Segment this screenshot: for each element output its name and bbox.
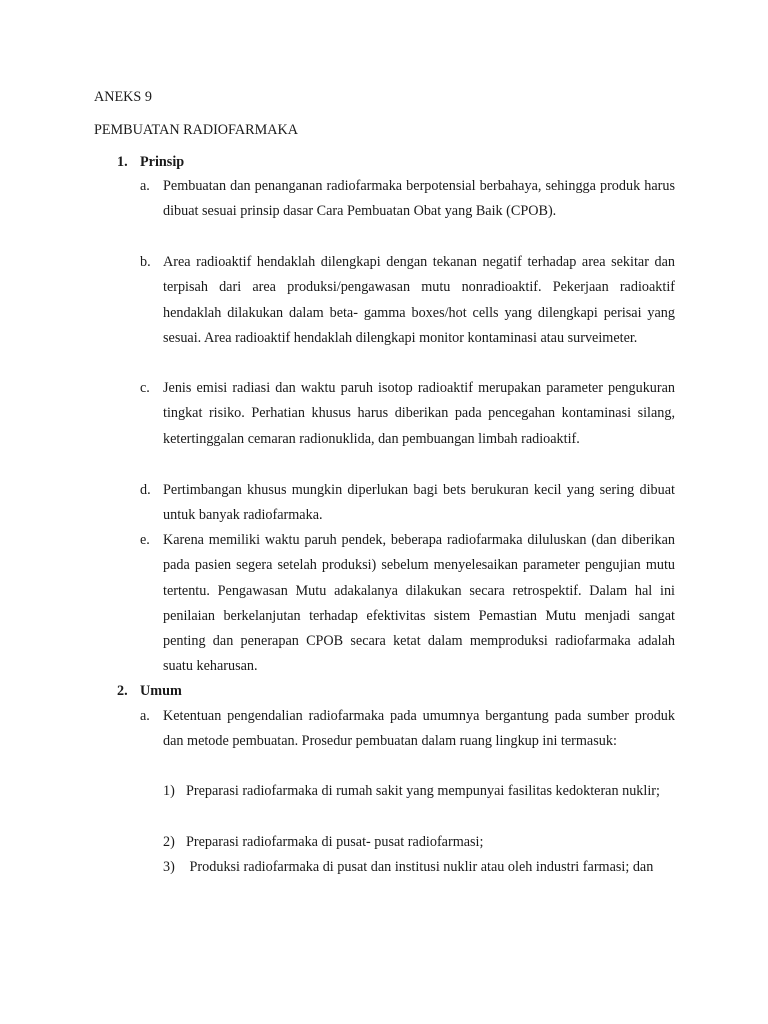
section-2-heading: Umum: [140, 683, 182, 699]
document-title: PEMBUATAN RADIOFARMAKA: [94, 122, 298, 138]
section-1-heading: Prinsip: [140, 154, 185, 170]
item-1e-marker: e.: [140, 532, 150, 548]
section-2-number: 2.: [117, 683, 128, 699]
item-1c-marker: c.: [140, 380, 150, 396]
subitem-2-text: Preparasi radiofarmaka di pusat- pusat radiofarmasi;: [186, 834, 484, 850]
subitem-1-text: Preparasi radiofarmaka di rumah sakit yang mempunyai fasilitas kedokteran nuklir;: [186, 783, 660, 799]
subitem-2-marker: 2): [163, 834, 175, 850]
subitem-1-marker: 1): [163, 783, 175, 799]
item-1c-text: Jenis emisi radiasi dan waktu paruh isotop radioaktif merupakan parameter pengukuran tingkat risiko. Perhatian khusus harus diberikan pada pencegahan kontaminasi silang, ketertinggalan cemaran radionuklida, dan pembuangan limbah radioaktif.: [163, 380, 675, 447]
item-2a-marker: a.: [140, 708, 150, 724]
item-1e-text: Karena memiliki waktu paruh pendek, beberapa radiofarmaka diluluskan (dan diberikan pada pasien segera setelah produksi) sebelum menyelesaikan parameter pengujian mutu tertentu. Pengawasan Mutu adakalanya dilakukan secara retrospektif. Dalam hal ini penilaian berkelanjutan terhadap efektivitas sistem Pemastian Mutu menjadi sangat penting dan penerapan CPOB secara ketat dalam memproduksi radiofarmaka adalah suatu keharusan.: [163, 532, 675, 675]
item-1a-text: Pembuatan dan penanganan radiofarmaka berpotensial berbahaya, sehingga produk harus dibuat sesuai prinsip dasar Cara Pembuatan Obat yang Baik (CPOB).: [163, 178, 675, 220]
subitem-3-text: Produksi radiofarmaka di pusat dan institusi nuklir atau oleh industri farmasi; dan: [186, 859, 654, 875]
item-1a-marker: a.: [140, 178, 150, 194]
section-1-number: 1.: [117, 154, 128, 170]
item-2a-text: Ketentuan pengendalian radiofarmaka pada umumnya bergantung pada sumber produk dan metode pembuatan. Prosedur pembuatan dalam ruang lingkup ini termasuk:: [163, 708, 675, 750]
item-1d-text: Pertimbangan khusus mungkin diperlukan bagi bets berukuran kecil yang sering dibuat untuk banyak radiofarmaka.: [163, 482, 675, 524]
item-1b-marker: b.: [140, 254, 151, 270]
annex-label: ANEKS 9: [94, 89, 152, 105]
subitem-3-marker: 3): [163, 859, 175, 875]
item-1b-text: Area radioaktif hendaklah dilengkapi dengan tekanan negatif terhadap area sekitar dan terpisah dari area produksi/pengawasan mutu nonradioaktif. Pekerjaan radioaktif hendaklah dilakukan dalam beta- gamma boxes/hot cells yang dilengkapi perisai yang sesuai. Area radioaktif hendaklah dilengkapi monitor kontaminasi atau surveimeter.: [163, 254, 675, 346]
item-1d-marker: d.: [140, 482, 151, 498]
